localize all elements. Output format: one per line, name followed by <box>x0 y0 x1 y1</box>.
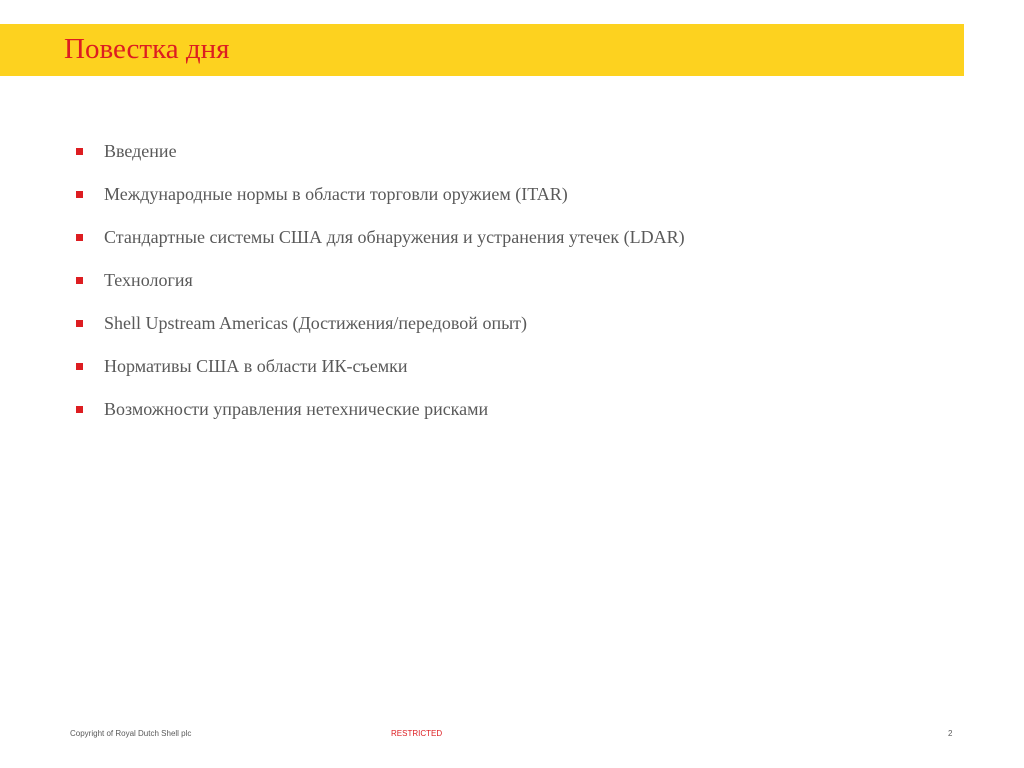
title-bar <box>0 24 964 76</box>
footer-copyright: Copyright of Royal Dutch Shell plc <box>70 729 192 738</box>
agenda-item <box>76 216 685 259</box>
agenda-item-text: Возможности управления нетехнические рисками <box>104 399 489 419</box>
square-bullet-icon <box>76 320 83 327</box>
agenda-list <box>76 130 685 431</box>
agenda-item-text: Международные нормы в области торговли оружием (ITAR) <box>104 184 568 204</box>
footer-classification: RESTRICTED <box>391 729 443 738</box>
agenda-item-text: Технология <box>104 270 193 290</box>
square-bullet-icon <box>76 277 83 284</box>
square-bullet-icon <box>76 406 83 413</box>
slide-title: Повестка дня <box>64 33 230 65</box>
square-bullet-icon <box>76 191 83 198</box>
agenda-item <box>76 259 685 302</box>
agenda-item-text: Нормативы США в области ИК-съемки <box>104 356 408 376</box>
square-bullet-icon <box>76 363 83 370</box>
agenda-item-text: Введение <box>104 141 177 161</box>
agenda-item-text: Стандартные системы США для обнаружения и устранения утечек (LDAR) <box>104 227 685 247</box>
agenda-item-text: Shell Upstream Americas (Достижения/передовой опыт) <box>104 313 528 333</box>
agenda-item <box>76 302 685 345</box>
square-bullet-icon <box>76 234 83 241</box>
agenda-item <box>76 345 685 388</box>
agenda-item <box>76 130 685 173</box>
agenda-item <box>76 388 685 431</box>
footer-page-number: 2 <box>948 729 953 738</box>
square-bullet-icon <box>76 148 83 155</box>
agenda-item <box>76 173 685 216</box>
